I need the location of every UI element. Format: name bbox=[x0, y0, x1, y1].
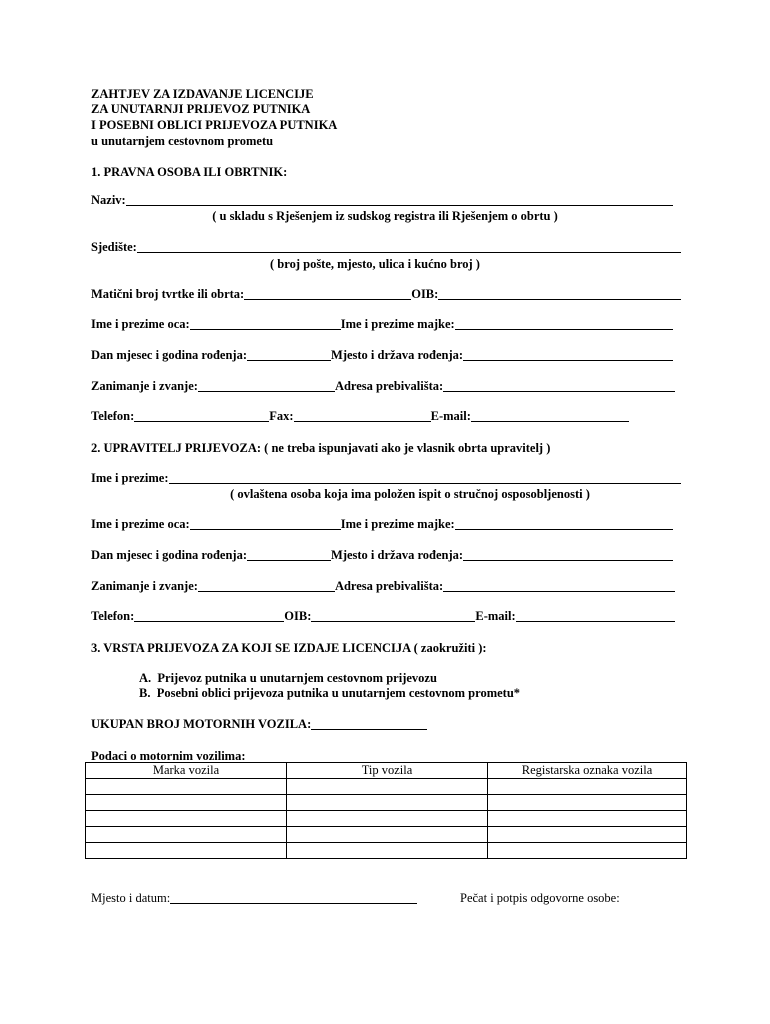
table-row bbox=[86, 779, 687, 795]
sjediste-row bbox=[91, 240, 681, 255]
otac-field-2[interactable] bbox=[190, 517, 341, 530]
rodjenje-row-2 bbox=[91, 548, 673, 563]
rodjenje-label: Dan mjesec i godina rođenja: bbox=[91, 348, 248, 362]
email-field[interactable] bbox=[471, 409, 629, 422]
vehicle-total-label: UKUPAN BROJ MOTORNIH VOZILA: bbox=[91, 717, 312, 731]
telefon-label-2: Telefon: bbox=[91, 609, 135, 623]
kontakt-row-1 bbox=[91, 409, 629, 424]
upravitelj-ime-row bbox=[91, 471, 681, 486]
form-title-line-2: ZA UNUTARNJI PRIJEVOZ PUTNIKA bbox=[91, 102, 311, 116]
table-cell[interactable] bbox=[86, 779, 287, 795]
vehicle-table bbox=[85, 762, 687, 859]
vehicle-total-row bbox=[91, 717, 427, 732]
zanimanje-row-1 bbox=[91, 379, 675, 394]
table-cell[interactable] bbox=[488, 843, 687, 859]
zanimanje-row-2 bbox=[91, 579, 675, 594]
majka-field-2[interactable] bbox=[455, 517, 673, 530]
table-cell[interactable] bbox=[86, 811, 287, 827]
oib-field-2[interactable] bbox=[311, 609, 475, 622]
kontakt-row-2 bbox=[91, 609, 675, 624]
vehicle-data-label: Podaci o motornim vozilima: bbox=[91, 749, 246, 763]
form-title-line-3: I POSEBNI OBLICI PRIJEVOZA PUTNIKA bbox=[91, 118, 338, 132]
sjediste-field[interactable] bbox=[137, 240, 681, 253]
vehicle-table-header bbox=[86, 763, 687, 779]
adresa-label: Adresa prebivališta: bbox=[334, 379, 444, 393]
majka-field[interactable] bbox=[455, 317, 673, 330]
adresa-field-2[interactable] bbox=[443, 579, 675, 592]
option-b[interactable]: B. Posebni oblici prijevoza putnika u unutarnjem cestovnom prometu* bbox=[139, 686, 521, 700]
column-header-tip: Tip vozila bbox=[287, 763, 488, 779]
table-cell[interactable] bbox=[287, 811, 488, 827]
mjesto-rodjenja-field[interactable] bbox=[463, 348, 673, 361]
signature-label: Pečat i potpis odgovorne osobe: bbox=[460, 891, 620, 905]
column-header-marka: Marka vozila bbox=[86, 763, 287, 779]
table-cell[interactable] bbox=[287, 779, 488, 795]
zanimanje-label-2: Zanimanje i zvanje: bbox=[91, 579, 198, 593]
roditelji-row-1 bbox=[91, 317, 673, 332]
option-a[interactable]: A. Prijevoz putnika u unutarnjem cestovnom prijevozu bbox=[139, 671, 437, 685]
section-2-heading: 2. UPRAVITELJ PRIJEVOZA: ( ne treba ispunjavati ako je vlasnik obrta upravitelj ) bbox=[91, 441, 551, 455]
form-title-line-1: ZAHTJEV ZA IZDAVANJE LICENCIJE bbox=[91, 87, 314, 101]
naziv-row bbox=[91, 193, 673, 208]
fax-field[interactable] bbox=[294, 409, 431, 422]
sjediste-note: ( broj pošte, mjesto, ulica i kućno broj ) bbox=[270, 257, 480, 271]
section-1-heading: 1. PRAVNA OSOBA ILI OBRTNIK: bbox=[91, 165, 288, 179]
email-field-2[interactable] bbox=[516, 609, 675, 622]
table-cell[interactable] bbox=[287, 843, 488, 859]
oib-field[interactable] bbox=[438, 287, 681, 300]
maticni-field[interactable] bbox=[244, 287, 411, 300]
maticni-label: Matični broj tvrtke ili obrta: bbox=[91, 287, 245, 301]
oib-label: OIB: bbox=[411, 287, 439, 301]
majka-label: Ime i prezime majke: bbox=[340, 317, 455, 331]
place-date-field[interactable] bbox=[170, 891, 417, 904]
zanimanje-field[interactable] bbox=[198, 379, 335, 392]
table-cell[interactable] bbox=[287, 827, 488, 843]
rodjenje-field-2[interactable] bbox=[247, 548, 331, 561]
mjesto-rodjenja-label-2: Mjesto i država rođenja: bbox=[331, 548, 464, 562]
maticni-oib-row bbox=[91, 287, 681, 302]
form-subtitle: u unutarnjem cestovnom prometu bbox=[91, 134, 274, 148]
table-row bbox=[86, 843, 687, 859]
mjesto-rodjenja-label: Mjesto i država rođenja: bbox=[331, 348, 464, 362]
table-cell[interactable] bbox=[488, 795, 687, 811]
otac-label-2: Ime i prezime oca: bbox=[91, 517, 190, 531]
otac-field[interactable] bbox=[190, 317, 341, 330]
rodjenje-field[interactable] bbox=[247, 348, 331, 361]
rodjenje-row-1 bbox=[91, 348, 673, 363]
otac-label: Ime i prezime oca: bbox=[91, 317, 190, 331]
place-date-row bbox=[91, 891, 417, 907]
section-3-heading: 3. VRSTA PRIJEVOZA ZA KOJI SE IZDAJE LICENCIJA ( zaokružiti ): bbox=[91, 641, 487, 655]
email-label-2: E-mail: bbox=[475, 609, 516, 623]
sjediste-label: Sjedište: bbox=[91, 240, 137, 254]
column-header-registarska-oznaka: Registarska oznaka vozila bbox=[488, 763, 687, 779]
table-cell[interactable] bbox=[488, 811, 687, 827]
roditelji-row-2 bbox=[91, 517, 673, 532]
table-row bbox=[86, 795, 687, 811]
vehicle-total-field[interactable] bbox=[311, 717, 427, 730]
naziv-field[interactable] bbox=[126, 193, 673, 206]
upravitelj-ime-field[interactable] bbox=[169, 471, 681, 484]
mjesto-rodjenja-field-2[interactable] bbox=[463, 548, 673, 561]
rodjenje-label-2: Dan mjesec i godina rođenja: bbox=[91, 548, 248, 562]
naziv-note: ( u skladu s Rješenjem iz sudskog registra ili Rješenjem o obrtu ) bbox=[212, 209, 558, 223]
table-row bbox=[86, 811, 687, 827]
oib-label-2: OIB: bbox=[284, 609, 312, 623]
table-cell[interactable] bbox=[86, 827, 287, 843]
zanimanje-field-2[interactable] bbox=[198, 579, 335, 592]
table-cell[interactable] bbox=[287, 795, 488, 811]
upravitelj-ime-label: Ime i prezime: bbox=[91, 471, 169, 485]
adresa-field[interactable] bbox=[443, 379, 675, 392]
table-row bbox=[86, 827, 687, 843]
place-date-label: Mjesto i datum: bbox=[91, 891, 171, 905]
table-cell[interactable] bbox=[488, 827, 687, 843]
telefon-field-2[interactable] bbox=[134, 609, 284, 622]
table-cell[interactable] bbox=[86, 843, 287, 859]
naziv-label: Naziv: bbox=[91, 193, 126, 207]
fax-label: Fax: bbox=[269, 409, 294, 423]
telefon-label: Telefon: bbox=[91, 409, 135, 423]
majka-label-2: Ime i prezime majke: bbox=[340, 517, 455, 531]
email-label: E-mail: bbox=[430, 409, 471, 423]
telefon-field[interactable] bbox=[134, 409, 269, 422]
adresa-label-2: Adresa prebivališta: bbox=[334, 579, 444, 593]
table-cell[interactable] bbox=[488, 779, 687, 795]
zanimanje-label: Zanimanje i zvanje: bbox=[91, 379, 198, 393]
upravitelj-ime-note: ( ovlaštena osoba koja ima položen ispit o stručnoj osposobljenosti ) bbox=[230, 487, 590, 501]
table-cell[interactable] bbox=[86, 795, 287, 811]
